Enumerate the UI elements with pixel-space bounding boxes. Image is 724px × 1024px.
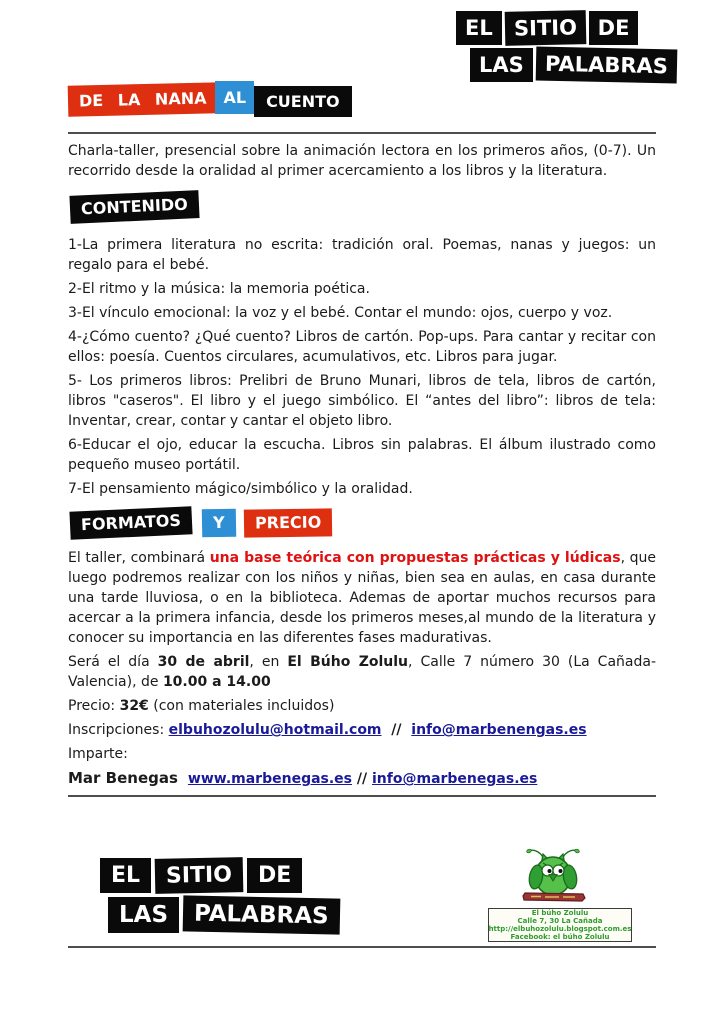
- contenido-heading: [70, 193, 656, 221]
- owl-illustration: [519, 845, 589, 911]
- inscriptions-paragraph: [68, 720, 656, 740]
- inscriptions-separator: //: [381, 722, 412, 739]
- bottom-logo-sitio-box: SITIO: [155, 857, 244, 894]
- intro-paragraph: Charla-taller, presencial sobre la animación lectora en los primeros años, (0-7). Un recorrido desde la oralidad al primer acercamiento a los libros y la literatura.: [68, 143, 656, 179]
- bottom-divider: [68, 946, 656, 948]
- top-logo-row2: [470, 48, 677, 82]
- inscriptions-email-link-1[interactable]: elbuhozolulu@hotmail.com: [168, 722, 382, 739]
- logo-de-box: DE: [589, 11, 639, 45]
- title-banner: [68, 84, 352, 117]
- bottom-logo-el-box: EL: [100, 858, 151, 893]
- bottom-logo: [100, 858, 340, 933]
- schedule-mid2: , Calle 7 número 30 (La Cañada-Valencia), de: [68, 654, 657, 691]
- precio-box: PRECIO: [244, 508, 333, 537]
- logo-el-box: EL: [456, 11, 502, 45]
- schedule-venue: El Búho Zolulu: [287, 654, 409, 671]
- content-item-1: 1-La primera literatura no escrita: tradición oral. Poemas, nanas y juegos: un regalo para el bebé.: [68, 236, 656, 273]
- top-logo: [456, 11, 677, 82]
- owl-icon: [519, 845, 589, 907]
- title-de-la-nana-box: DE LA NANA: [68, 82, 218, 116]
- owl-info-box: [488, 908, 632, 942]
- price-label: Precio:: [68, 698, 120, 715]
- schedule-date: 30 de abril: [157, 654, 250, 671]
- instructor-line: [68, 768, 656, 797]
- owl-info-blog-url: http://elbuhozolulu.blogspot.com.es: [488, 925, 632, 933]
- instructor-separator: //: [352, 771, 372, 788]
- inscriptions-label: Inscripciones:: [68, 722, 169, 739]
- taller-paragraph: [68, 548, 656, 648]
- owl-info-name: El búho Zolulu: [531, 909, 589, 917]
- bottom-logo-palabras-box: PALABRAS: [183, 895, 340, 934]
- instructor-name: Mar Benegas: [68, 769, 178, 788]
- bottom-logo-de-box: DE: [247, 858, 302, 893]
- bottom-logo-row1: [100, 858, 340, 893]
- top-logo-row1: [456, 11, 677, 45]
- schedule-paragraph: [68, 652, 656, 692]
- inscriptions-email-link-2[interactable]: info@marbenengas.es: [411, 722, 587, 739]
- content-item-7: 7-El pensamiento mágico/simbólico y la oralidad.: [68, 480, 413, 497]
- owl-info-facebook: Facebook: el búho Zolulu: [510, 933, 610, 941]
- bottom-logo-row2: [108, 897, 340, 933]
- schedule-mid1: , en: [249, 654, 288, 671]
- price-amount: 32€: [119, 698, 149, 715]
- taller-post: , que luego podremos realizar con los niños y niñas, bien sea en aulas, en casa durante una tarde lluviosa, o en la biblioteca. Ademas de aportar muchos recursos para acercar a la primera infancia, desde los primeros meses,al mundo de la literatura y conocer su importancia en las diferentes fases madurativas.: [68, 550, 656, 647]
- contenido-box: CONTENIDO: [69, 190, 199, 223]
- schedule-pre: Será el día: [68, 654, 158, 671]
- price-paragraph: [68, 696, 656, 716]
- formatos-box: FORMATOS: [69, 506, 192, 539]
- content-item-2: 2-El ritmo y la música: la memoria poética.: [68, 280, 370, 297]
- content-item-5: 5- Los primeros libros: Prelibri de Bruno Munari, libros de tela, libros de cartón, libros "caseros". El libro y el juego simbólico. El “antes del libro”: libros de tela: Inventar, crear, contar y cantar el objeto libro.: [68, 372, 656, 429]
- top-divider: [68, 132, 656, 134]
- formatos-precio-heading: [70, 509, 656, 537]
- bottom-logo-las-box: LAS: [108, 897, 179, 933]
- title-al-box: AL: [215, 81, 254, 114]
- content-item-3: 3-El vínculo emocional: la voz y el bebé. Contar el mundo: ojos, cuerpo y voz.: [68, 304, 613, 321]
- taller-highlight: una base teórica con propuestas prácticas y lúdicas: [209, 550, 621, 567]
- logo-sitio-box: SITIO: [504, 10, 586, 46]
- instructor-website-link[interactable]: www.marbenegas.es: [187, 771, 353, 788]
- imparte-label: Imparte:: [68, 746, 128, 763]
- title-cuento-box: CUENTO: [254, 86, 352, 117]
- content-item-6: 6-Educar el ojo, educar la escucha. Libros sin palabras. El álbum ilustrado como pequeño museo portátil.: [68, 436, 656, 473]
- logo-las-box: LAS: [470, 48, 533, 82]
- document-body: [68, 141, 656, 797]
- price-suffix: (con materiales incluidos): [148, 698, 335, 715]
- taller-pre: El taller, combinará: [68, 550, 210, 567]
- owl-info-address: Calle 7, 30 La Cañada: [517, 917, 603, 925]
- y-box: Y: [202, 508, 236, 536]
- instructor-email-link[interactable]: info@marbenegas.es: [372, 771, 538, 788]
- logo-palabras-box: PALABRAS: [535, 47, 677, 84]
- content-item-4: 4-¿Cómo cuento? ¿Qué cuento? Libros de cartón. Pop-ups. Para cantar y recitar con ellos: poesía. Cuentos circulares, acumulativos, etc. Libros para jugar.: [68, 328, 656, 365]
- schedule-time: 10.00 a 14.00: [162, 674, 271, 691]
